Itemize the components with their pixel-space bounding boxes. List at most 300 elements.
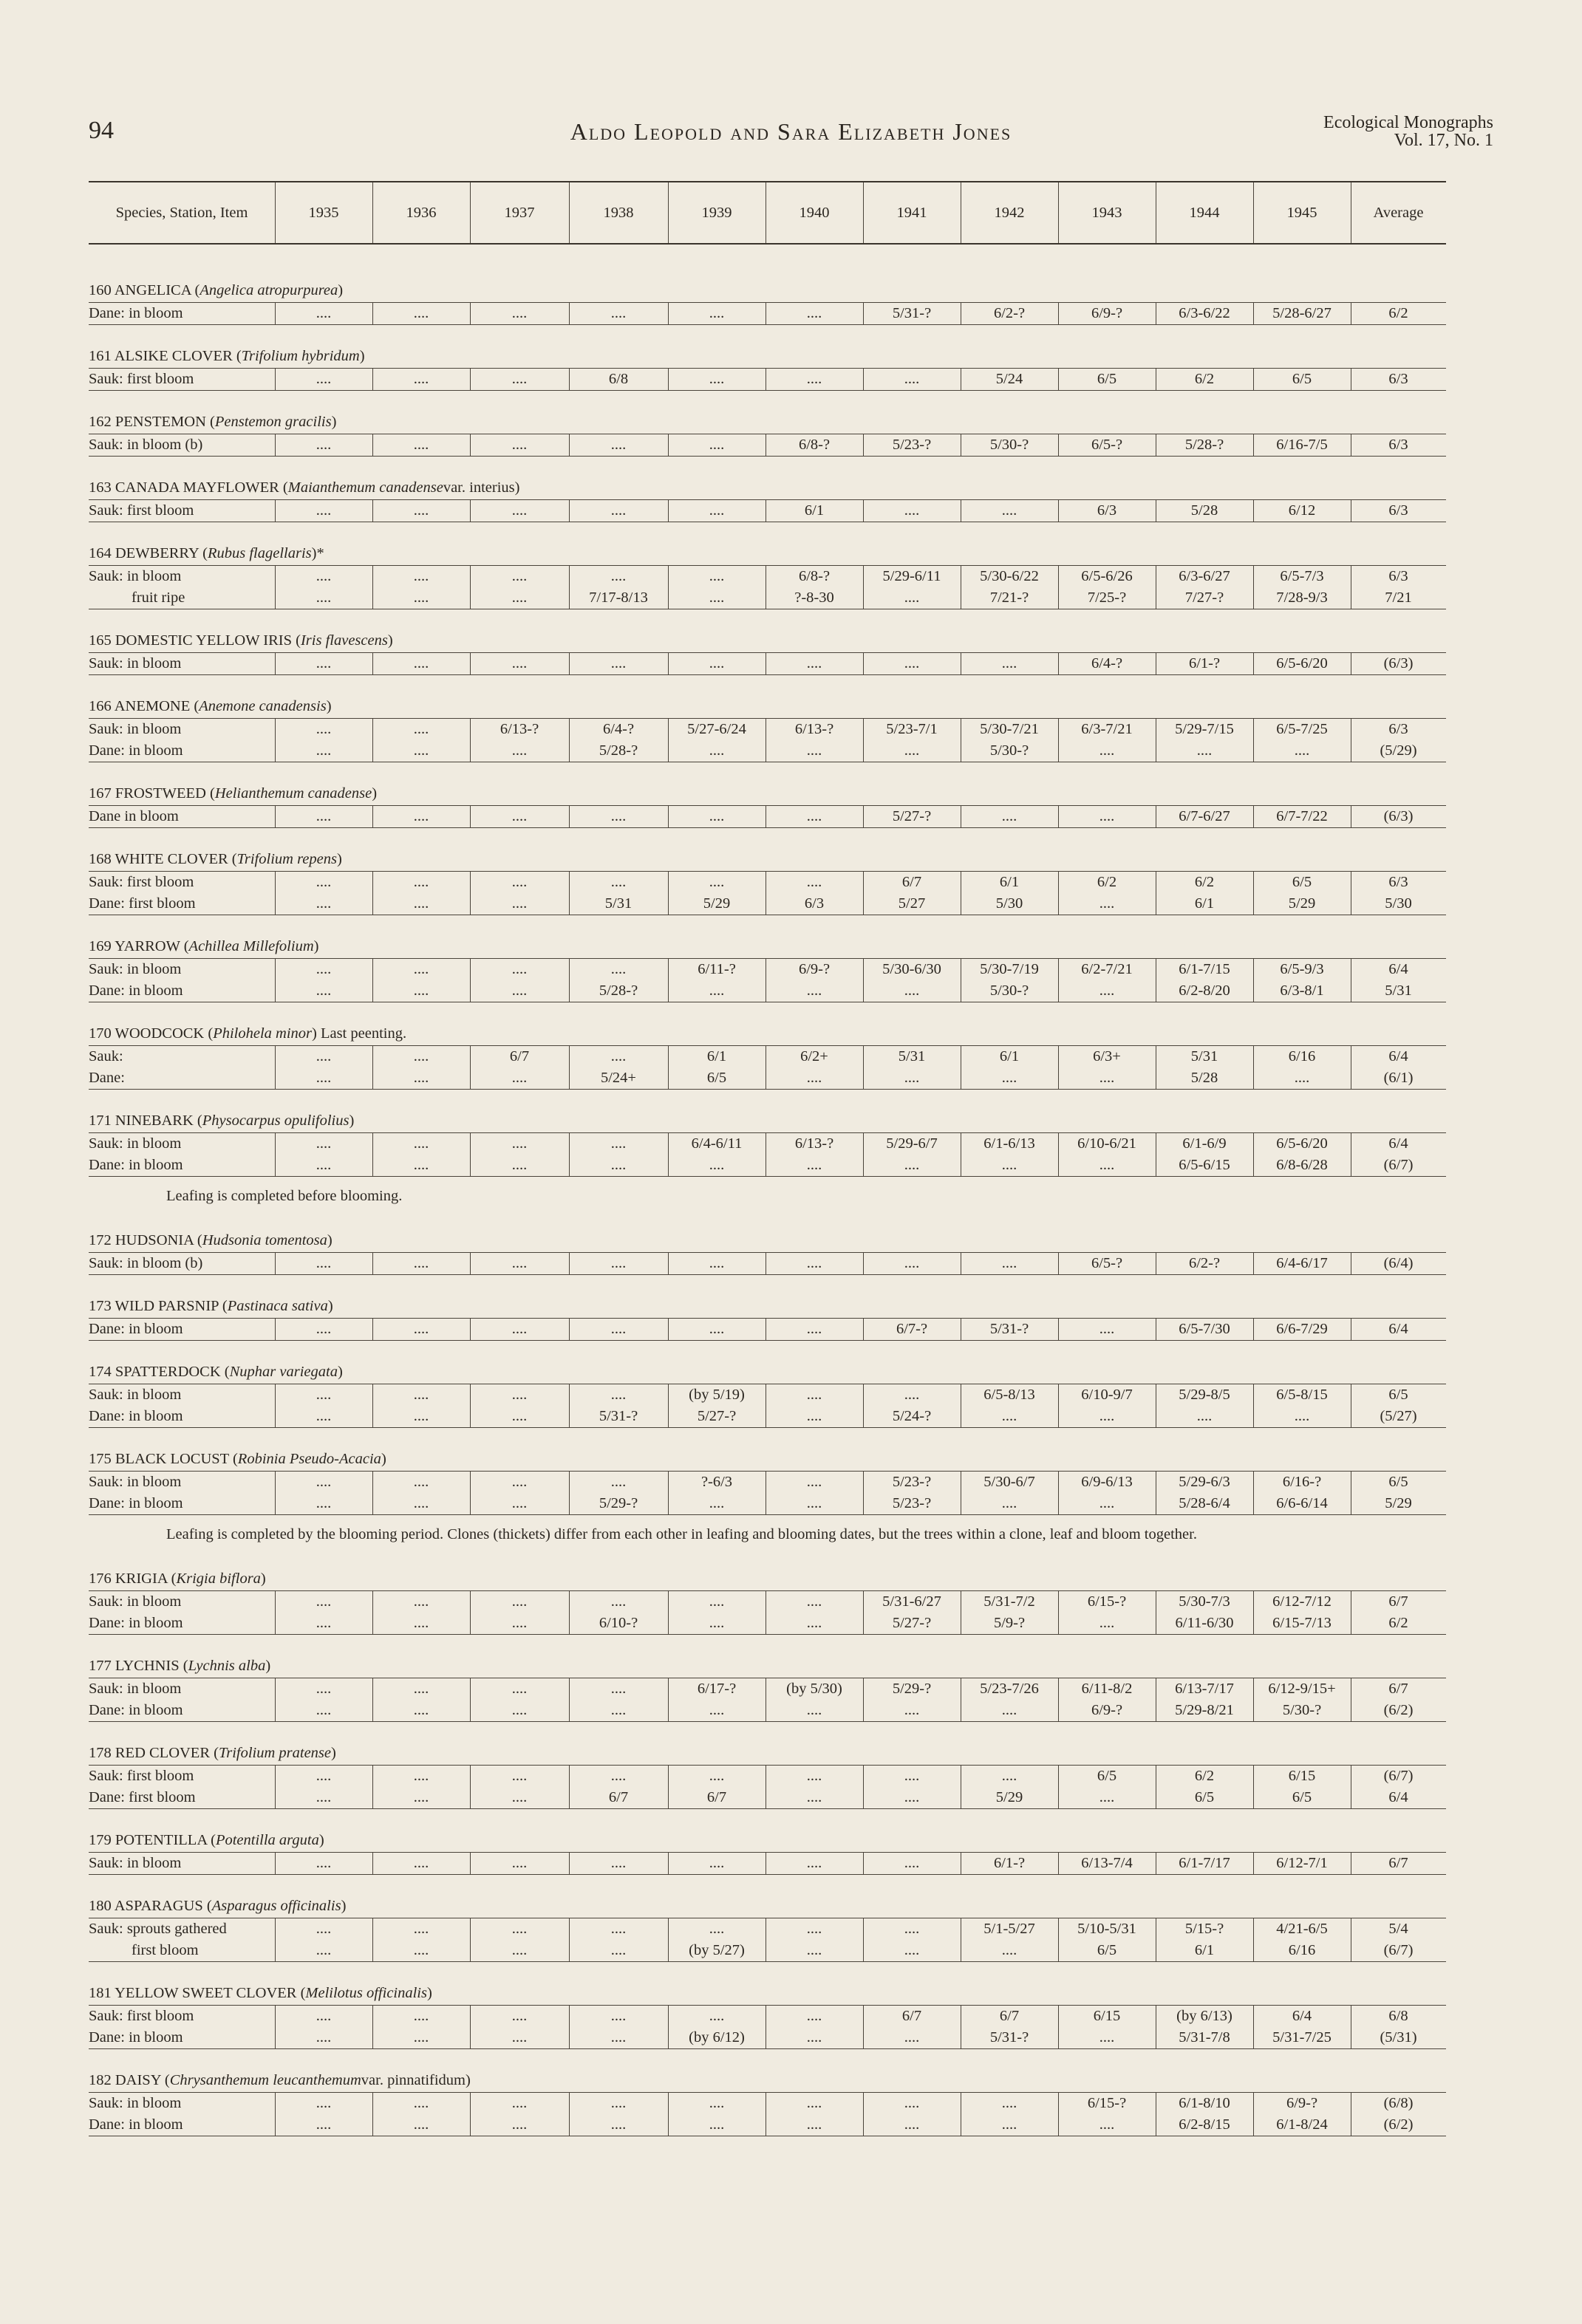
column-divider	[275, 1046, 276, 1089]
species-latin-name: Philohela minor	[213, 1025, 312, 1042]
table-cell: 5/31-7/25	[1272, 2029, 1332, 2046]
species-row-group	[89, 302, 1446, 325]
row-label: Sauk: in bloom	[89, 1387, 182, 1403]
column-divider	[1058, 182, 1059, 243]
table-cell: ....	[806, 874, 822, 890]
table-cell: ....	[806, 1921, 822, 1937]
column-divider	[863, 1253, 864, 1274]
table-cell: ....	[413, 1768, 429, 1784]
table-cell: 5/29	[995, 1789, 1023, 1805]
column-divider	[668, 653, 669, 674]
table-cell: 6/15	[1093, 2008, 1121, 2024]
species-latin-name: Helianthemum canadense	[214, 785, 372, 802]
column-divider	[372, 1253, 373, 1274]
column-divider	[372, 434, 373, 456]
table-cell: 6/1	[1194, 1942, 1215, 1958]
column-divider	[569, 566, 570, 609]
species-title	[89, 609, 1446, 652]
table-cell: 6/1-?	[993, 1855, 1026, 1871]
species-title	[89, 1209, 1446, 1252]
species-name-tail: )	[341, 1898, 347, 1914]
table-cell: (5/27)	[1380, 1408, 1417, 1424]
table-cell: ....	[413, 1387, 429, 1403]
column-divider	[569, 1918, 570, 1961]
column-divider	[372, 303, 373, 324]
table-cell: ....	[610, 437, 627, 453]
table-row	[89, 1067, 1446, 1089]
table-cell: ....	[806, 2116, 822, 2133]
table-cell: ....	[413, 1255, 429, 1271]
column-divider	[569, 2006, 570, 2048]
column-divider	[275, 1384, 276, 1427]
table-cell: ....	[806, 1855, 822, 1871]
column-divider	[372, 1766, 373, 1808]
table-cell: ....	[511, 1070, 528, 1086]
table-cell: 5/31-?	[989, 2029, 1029, 2046]
row-label: Sauk: first bloom	[89, 2008, 194, 2024]
table-cell: 6/7	[901, 874, 922, 890]
table-cell: ....	[1294, 742, 1310, 759]
table-cell: 5/29-6/3	[1179, 1474, 1230, 1490]
column-divider	[1253, 434, 1254, 456]
species-name: 167 FROSTWEED (	[89, 785, 215, 802]
table-cell: 5/29-8/5	[1179, 1387, 1230, 1403]
table-cell: (6/1)	[1383, 1070, 1414, 1086]
table-cell: ....	[610, 2116, 627, 2133]
column-divider	[275, 1678, 276, 1721]
species-row-group	[89, 1918, 1446, 1962]
table-cell: ....	[904, 655, 920, 671]
table-cell: 6/16	[1288, 1048, 1316, 1064]
species-name: 170 WOODCOCK (	[89, 1025, 214, 1042]
species-latin-name: Penstemon gracilis	[214, 414, 332, 430]
column-divider	[863, 369, 864, 390]
table-cell: ....	[316, 1255, 332, 1271]
species-name-tail: )	[260, 1571, 266, 1587]
table-cell: 6/7	[901, 2008, 922, 2024]
table-cell: 6/7	[1388, 1855, 1408, 1871]
column-divider	[372, 1853, 373, 1874]
column-divider	[372, 2006, 373, 2048]
column-divider	[470, 653, 471, 674]
column-divider	[863, 434, 864, 456]
table-cell: 6/1-6/9	[1182, 1135, 1227, 1152]
table-cell: 5/29-?	[599, 1495, 638, 1511]
table-cell: 6/13-?	[794, 1135, 834, 1152]
table-cell: 5/30-7/21	[980, 721, 1039, 737]
table-cell: 6/5-6/20	[1276, 655, 1328, 671]
table-cell: ....	[806, 1615, 822, 1631]
table-row	[89, 653, 1446, 674]
table-cell: ....	[709, 589, 725, 606]
table-cell: 6/3	[1388, 371, 1408, 387]
column-header: 1939	[701, 204, 732, 221]
row-label: Sauk: first bloom	[89, 502, 194, 519]
column-divider	[1253, 653, 1254, 674]
species-title	[89, 915, 1446, 958]
table-cell: 5/27-?	[892, 1615, 932, 1631]
table-cell: ....	[413, 1702, 429, 1718]
species-name-tail: )*	[311, 545, 324, 561]
species-title	[89, 1341, 1446, 1384]
species-name: 165 DOMESTIC YELLOW IRIS (	[89, 632, 301, 649]
column-divider	[569, 1678, 570, 1721]
table-cell: ....	[413, 1921, 429, 1937]
table-cell: ....	[316, 1593, 332, 1610]
table-cell: ....	[1099, 1789, 1115, 1805]
table-cell: ....	[709, 371, 725, 387]
table-cell: 6/3	[1388, 502, 1408, 519]
table-cell: ....	[511, 1768, 528, 1784]
table-cell: 5/31-?	[599, 1408, 638, 1424]
table-cell: ....	[904, 2116, 920, 2133]
table-cell: ....	[511, 1157, 528, 1173]
table-cell: 5/30-7/3	[1179, 1593, 1230, 1610]
table-row	[89, 719, 1446, 740]
species-name: 177 LYCHNIS (	[89, 1658, 188, 1674]
table-cell: 6/15-?	[1087, 1593, 1127, 1610]
column-divider	[470, 806, 471, 827]
species-name-tail: )	[331, 1745, 336, 1761]
column-divider	[668, 500, 669, 522]
species-title	[89, 391, 1446, 434]
table-cell: 5/30	[995, 895, 1023, 912]
species-row-group	[89, 1590, 1446, 1635]
table-cell: 6/3	[1097, 502, 1117, 519]
row-label: Sauk: in bloom	[89, 1135, 182, 1152]
table-cell: 6/7-7/22	[1276, 808, 1328, 824]
column-divider	[1058, 434, 1059, 456]
column-divider	[863, 500, 864, 522]
table-cell: 6/1	[804, 502, 825, 519]
table-cell: ....	[904, 1855, 920, 1871]
table-cell: 6/5-6/26	[1081, 568, 1133, 584]
table-cell: ....	[511, 1855, 528, 1871]
column-divider	[470, 1853, 471, 1874]
column-divider	[1253, 719, 1254, 762]
column-divider	[863, 1853, 864, 1874]
table-cell: ....	[709, 1855, 725, 1871]
column-divider	[1058, 806, 1059, 827]
column-divider	[1253, 1319, 1254, 1340]
table-cell: 7/17-8/13	[589, 589, 648, 606]
species-row-group	[89, 1252, 1446, 1275]
column-divider	[569, 1046, 570, 1089]
table-cell: ....	[610, 961, 627, 977]
column-divider	[470, 182, 471, 243]
table-cell: ?-8-30	[794, 589, 834, 606]
table-cell: (by 6/13)	[1176, 2008, 1232, 2024]
table-cell: ....	[413, 1474, 429, 1490]
table-cell: ....	[413, 2008, 429, 2024]
species-title	[89, 762, 1446, 805]
table-cell: 6/4	[1388, 1789, 1408, 1805]
table-row	[89, 1678, 1446, 1700]
column-divider	[1253, 1918, 1254, 1961]
table-cell: ....	[1001, 1942, 1017, 1958]
table-cell: ....	[413, 305, 429, 321]
table-cell: ....	[413, 961, 429, 977]
table-cell: ....	[709, 808, 725, 824]
table-cell: ....	[806, 982, 822, 999]
column-divider	[275, 434, 276, 456]
table-cell: 6/2	[1194, 371, 1215, 387]
species-name: 174 SPATTERDOCK (	[89, 1364, 230, 1380]
table-cell: 6/16-?	[1282, 1474, 1322, 1490]
table-cell: 6/9-6/13	[1081, 1474, 1133, 1490]
table-cell: 5/27-?	[892, 808, 932, 824]
table-cell: 5/28	[1190, 1070, 1218, 1086]
table-cell: ....	[1001, 1702, 1017, 1718]
table-cell: 5/15-?	[1184, 1921, 1224, 1937]
table-cell: ....	[316, 1048, 332, 1064]
table-cell: 5/31	[898, 1048, 926, 1064]
table-cell: ....	[904, 2029, 920, 2046]
table-cell: 7/28-9/3	[1276, 589, 1328, 606]
column-divider	[1058, 872, 1059, 915]
table-cell: ....	[709, 1921, 725, 1937]
table-cell: 6/5	[1388, 1474, 1408, 1490]
table-cell: 6/1	[1194, 895, 1215, 912]
species-name-tail: )	[359, 348, 365, 364]
species-row-group	[89, 652, 1446, 675]
column-header: 1941	[896, 204, 927, 221]
table-cell: 6/7	[706, 1789, 727, 1805]
column-divider	[863, 1678, 864, 1721]
column-divider	[1253, 1591, 1254, 1634]
species-latin-name: Iris flavescens	[300, 632, 388, 649]
table-cell: 6/5	[1388, 1387, 1408, 1403]
table-cell: ....	[511, 437, 528, 453]
table-cell: ....	[316, 437, 332, 453]
table-cell: 6/8-?	[798, 568, 831, 584]
table-cell: ....	[511, 2116, 528, 2133]
table-cell: (6/2)	[1383, 1702, 1414, 1718]
table-cell: 6/7-6/27	[1179, 808, 1230, 824]
species-name: 168 WHITE CLOVER (	[89, 851, 237, 867]
table-cell: ....	[904, 1387, 920, 1403]
table-cell: ....	[904, 982, 920, 999]
table-cell: ....	[511, 1474, 528, 1490]
table-cell: ....	[709, 437, 725, 453]
table-cell: ....	[413, 371, 429, 387]
column-divider	[569, 1319, 570, 1340]
table-cell: ....	[413, 1408, 429, 1424]
column-divider	[1253, 872, 1254, 915]
table-cell: ....	[413, 589, 429, 606]
column-header: 1944	[1189, 204, 1220, 221]
row-label: Dane: in bloom	[89, 2116, 183, 2133]
table-cell: ....	[1099, 1615, 1115, 1631]
table-cell: ....	[1001, 1768, 1017, 1784]
table-cell: ....	[1294, 1408, 1310, 1424]
row-label: Sauk: in bloom	[89, 568, 182, 584]
column-divider	[372, 1133, 373, 1176]
table-cell: 5/31-?	[892, 305, 932, 321]
column-divider	[470, 1678, 471, 1721]
row-label: Sauk: in bloom	[89, 2095, 182, 2111]
column-divider	[470, 1384, 471, 1427]
table-row	[89, 500, 1446, 522]
table-cell: ....	[316, 305, 332, 321]
column-divider	[1058, 959, 1059, 1002]
table-cell: ....	[806, 371, 822, 387]
species-latin-name: Pastinaca sativa	[227, 1298, 328, 1314]
table-cell: 6/3	[804, 895, 825, 912]
row-label: Sauk: in bloom	[89, 721, 182, 737]
table-cell: 5/29	[1385, 1495, 1412, 1511]
table-cell: ....	[316, 1387, 332, 1403]
column-divider	[569, 434, 570, 456]
column-divider	[863, 806, 864, 827]
species-title	[89, 1428, 1446, 1471]
journal-info	[1323, 114, 1493, 149]
table-cell: (6/3)	[1383, 808, 1414, 824]
species-row-group	[89, 1678, 1446, 1722]
table-cell: ....	[511, 961, 528, 977]
table-cell: 5/30	[1385, 895, 1412, 912]
table-cell: 6/5-7/25	[1276, 721, 1328, 737]
column-divider	[1253, 1253, 1254, 1274]
table-cell: 5/27-6/24	[687, 721, 746, 737]
species-latin-name: Trifolium pratense	[218, 1745, 332, 1761]
table-cell: 6/5	[1097, 371, 1117, 387]
column-divider	[1253, 806, 1254, 827]
table-cell: 5/31	[1190, 1048, 1218, 1064]
table-cell: 6/4-6/17	[1276, 1255, 1328, 1271]
column-divider	[372, 182, 373, 243]
table-cell: 6/2-?	[993, 305, 1026, 321]
table-cell: ....	[806, 2095, 822, 2111]
column-divider	[569, 500, 570, 522]
table-cell: ....	[316, 1942, 332, 1958]
table-cell: ....	[806, 808, 822, 824]
table-cell: ....	[316, 371, 332, 387]
column-divider	[372, 1678, 373, 1721]
column-divider	[470, 303, 471, 324]
column-divider	[569, 303, 570, 324]
column-divider	[863, 303, 864, 324]
column-divider	[569, 1384, 570, 1427]
table-cell: 5/23-?	[892, 1495, 932, 1511]
column-divider	[275, 2093, 276, 2136]
column-divider	[668, 1046, 669, 1089]
species-title	[89, 828, 1446, 871]
table-cell: ....	[316, 961, 332, 977]
table-cell: 5/31-?	[989, 1321, 1029, 1337]
table-row	[89, 2006, 1446, 2027]
species-row-group	[89, 718, 1446, 762]
table-row	[89, 1613, 1446, 1634]
table-cell: ....	[806, 2008, 822, 2024]
column-header: 1940	[799, 204, 830, 221]
column-divider	[863, 1133, 864, 1176]
table-cell: ....	[904, 2095, 920, 2111]
table-cell: ....	[511, 1615, 528, 1631]
table-cell: ....	[904, 1702, 920, 1718]
table-cell: 6/4	[1292, 2008, 1312, 2024]
table-cell: 6/3-8/1	[1280, 982, 1324, 999]
row-label: Dane: in bloom	[89, 1408, 183, 1424]
table-cell: (6/3)	[1383, 655, 1414, 671]
table-cell: ....	[511, 1702, 528, 1718]
column-divider	[863, 1918, 864, 1961]
column-divider	[1253, 1384, 1254, 1427]
row-label: Dane: first bloom	[89, 1789, 196, 1805]
column-divider	[1058, 1384, 1059, 1427]
table-cell: ....	[806, 1321, 822, 1337]
table-cell: 6/11-6/30	[1175, 1615, 1234, 1631]
column-divider	[470, 1918, 471, 1961]
table-cell: ....	[709, 568, 725, 584]
table-cell: 6/1-7/17	[1179, 1855, 1230, 1871]
table-cell: ....	[511, 1942, 528, 1958]
table-cell: 6/5-?	[1091, 437, 1123, 453]
column-divider	[569, 182, 570, 243]
table-cell: 6/5-8/13	[983, 1387, 1035, 1403]
species-name-tail: )	[349, 1113, 355, 1129]
table-cell: 6/3	[1388, 568, 1408, 584]
table-cell: 6/15	[1288, 1768, 1316, 1784]
column-divider	[1253, 1853, 1254, 1874]
column-divider	[275, 1319, 276, 1340]
species-latin-name: Lychnis alba	[188, 1658, 266, 1674]
table-cell: ....	[806, 1474, 822, 1490]
column-divider	[668, 1319, 669, 1340]
species-latin-name: Trifolium repens	[236, 851, 337, 867]
species-title	[89, 1275, 1446, 1318]
table-cell: ....	[413, 1942, 429, 1958]
table-cell: (by 5/27)	[689, 1942, 745, 1958]
row-label: Sauk: in bloom (b)	[89, 1255, 203, 1271]
column-divider	[1058, 369, 1059, 390]
species-row-group	[89, 2005, 1446, 2049]
table-cell: ....	[610, 1855, 627, 1871]
row-label: Dane: first bloom	[89, 895, 196, 912]
table-cell: ....	[316, 982, 332, 999]
table-row	[89, 1787, 1446, 1808]
column-divider	[569, 806, 570, 827]
row-label: Sauk: first bloom	[89, 1768, 194, 1784]
column-divider	[372, 1472, 373, 1514]
column-divider	[1058, 1766, 1059, 1808]
table-cell: 5/28-?	[599, 982, 638, 999]
table-cell: ....	[413, 1495, 429, 1511]
table-cell: ....	[511, 895, 528, 912]
column-divider	[470, 434, 471, 456]
column-divider	[668, 1472, 669, 1514]
table-cell: ....	[1099, 895, 1115, 912]
column-divider	[470, 959, 471, 1002]
column-header: 1937	[504, 204, 535, 221]
table-cell: 6/10-9/7	[1081, 1387, 1133, 1403]
table-cell: ....	[904, 502, 920, 519]
table-cell: ....	[1099, 1408, 1115, 1424]
table-cell: ....	[806, 742, 822, 759]
phenology-table	[89, 181, 1446, 2136]
table-cell: (5/31)	[1380, 2029, 1417, 2046]
table-cell: ....	[1099, 808, 1115, 824]
species-name: 162 PENSTEMON (	[89, 414, 215, 430]
table-cell: ....	[709, 655, 725, 671]
journal-volume: Vol. 17, No. 1	[1394, 131, 1493, 150]
species-row-group	[89, 1471, 1446, 1515]
table-row	[89, 872, 1446, 893]
table-cell: 6/8	[1388, 2008, 1408, 2024]
table-cell: ....	[1099, 1321, 1115, 1337]
table-row	[89, 2093, 1446, 2114]
column-divider	[668, 959, 669, 1002]
